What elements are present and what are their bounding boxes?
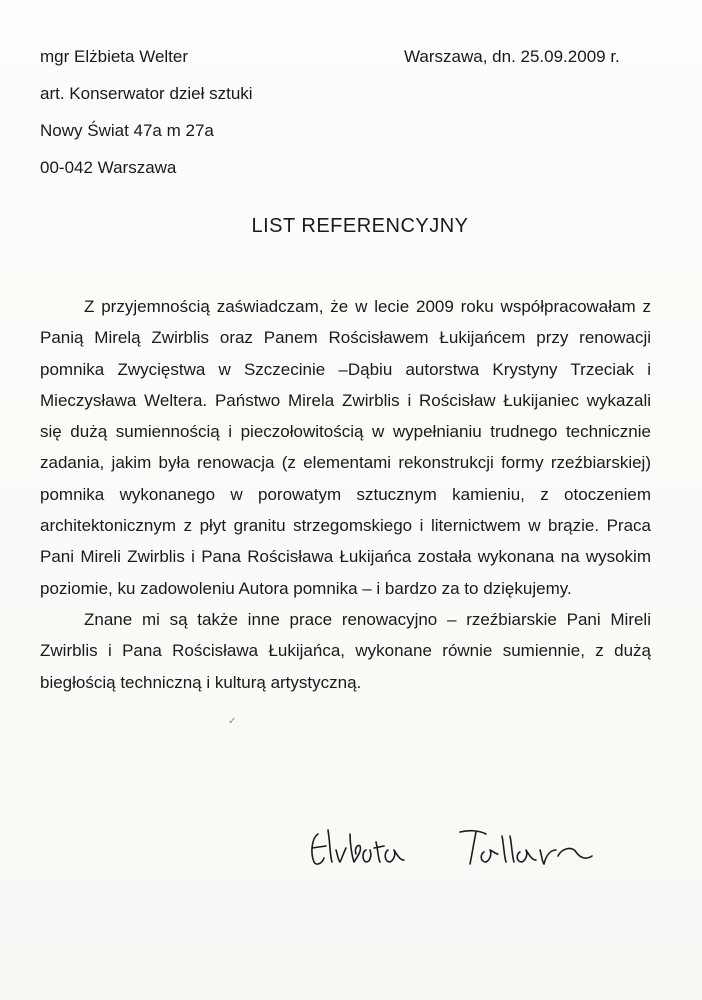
body-paragraph-2: Znane mi są także inne prace renowacyjno – rzeźbiarskie Pani Mireli Zwirblis i Pana Rościsława Łukijańca, wykonane równie sumiennie, z dużą biegłością techniczną i kulturą artystyczną.: [40, 609, 651, 692]
body-paragraph-1: Z przyjemnością zaświadczam, że w lecie 2009 roku współpracowałam z Panią Mirelą Zwirblis oraz Panem Rościsławem Łukijańcem przy renowacji pomnika Zwycięstwa w Szczecinie –Dąbiu autorstwa Krystyny Trzeciak i Mieczysława Weltera. Państwo Mirela Zwirblis i Rościsław Łukijaniec wykazali się dużą sumiennością i pieczołowitością w wypełnianiu trudnego technicznie zadania, jakim była renowacja (z elementami rekonstrukcji formy rzeźbiarskiej) pomnika wykonanego w porowatym sztucznym kamieniu, z otoczeniem architektonicznym z płyt granitu strzegomskiego i liternictwem w brązie. Praca Pani Mireli Zwirblis i Pana Rościsława Łukijańca została wykonana na wysokim poziomie, ku zadowoleniu Autora pomnika – i bardzo za to dziękujemy.: [40, 297, 651, 598]
sender-address-block: [40, 38, 253, 186]
handwritten-signature: [300, 812, 620, 882]
sender-name: mgr Elżbieta Welter: [40, 47, 189, 66]
sender-profession: art. Konserwator dzieł sztuki: [40, 84, 253, 103]
sender-city: 00-042 Warszawa: [40, 158, 177, 177]
sender-street: Nowy Świat 47a m 27a: [40, 121, 214, 140]
letter-title: LIST REFERENCYJNY: [251, 215, 469, 237]
stray-mark: ✓: [228, 716, 237, 727]
letter-body: [40, 291, 651, 698]
letter-date: Warszawa, dn. 25.09.2009 r.: [404, 47, 620, 66]
signature-graphic: [300, 812, 620, 882]
